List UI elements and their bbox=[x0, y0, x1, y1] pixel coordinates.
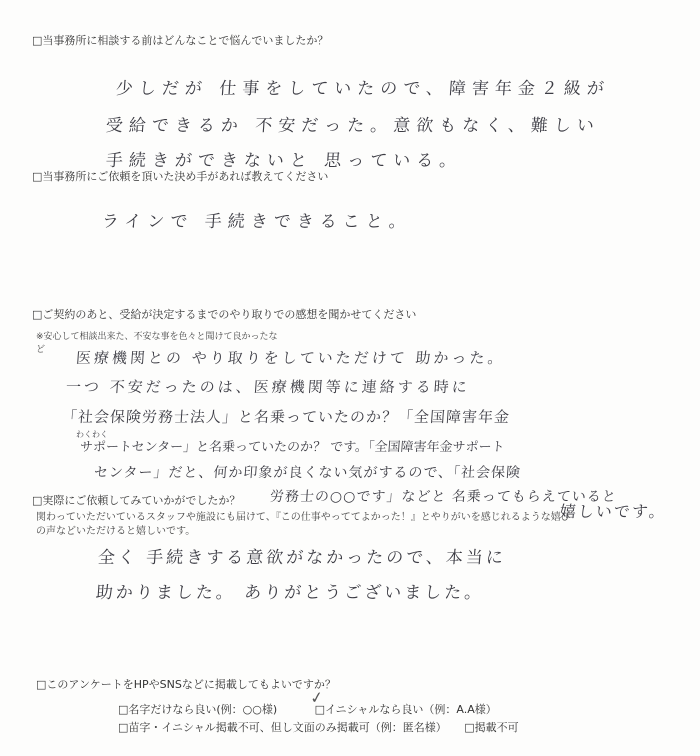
answer-1-line-2: 受給できるか 不安だった。意欲もなく、難しい bbox=[105, 116, 601, 136]
question-5: □このアンケートをHPやSNSなどに掲載してもよいですか？ bbox=[36, 678, 336, 691]
question-1: □当事務所に相談する前はどんなことで悩んでいましたか？ bbox=[32, 34, 329, 47]
answer-2: ラインで 手続きできること。 bbox=[101, 212, 413, 232]
question-4-subtext-line-2: の声などいただけると嬉しいです。 bbox=[36, 526, 196, 537]
answer-3-ruby: わくわく bbox=[76, 430, 108, 439]
question-4: □実際にご依頼してみていかがでしたか？ bbox=[32, 494, 241, 507]
answer-3-tail: 嬉しいです。 bbox=[559, 502, 668, 521]
answer-3-line-6: 労務士の○○です」などと 名乗ってもらえていると bbox=[269, 489, 618, 505]
answer-1-line-1: 少しだが 仕事をしていたので、障害年金２級が bbox=[115, 79, 611, 99]
question-4-subtext-line-1: 関わっていただいているスタッフや施設にも届けて、『この仕事やっててよかった！』とやりがいを感じれるような嬉び bbox=[36, 512, 571, 523]
answer-3-line-2: 一つ 不安だったのは、医療機関等に連絡する時に bbox=[65, 378, 471, 396]
answer-3-line-4: サポートセンター」と名乗っていたのか？ です。「全国障害年金サポート bbox=[79, 440, 506, 455]
question-3-note-line-2: ど bbox=[36, 345, 46, 355]
answer-4-line-2: 助かりました。 ありがとうございました。 bbox=[95, 583, 485, 603]
question-2: □当事務所にご依頼を頂いた決め手があれば教えてください bbox=[32, 170, 329, 183]
consent-options-row-1 bbox=[118, 701, 497, 717]
answer-3-line-1: 医療機関との やり取りをしていただけて 助かった。 bbox=[75, 349, 507, 367]
answer-3-line-5: センター」だと、何か印象が良くない気がするので、「社会保険 bbox=[93, 465, 522, 481]
checkmark-icon: ✓ bbox=[308, 687, 325, 708]
consent-options-row-2 bbox=[118, 719, 519, 735]
option-initials[interactable]: □イニシャルなら良い（例：A.A様） bbox=[314, 703, 497, 716]
question-3: □ご契約のあと、受給が決定するまでのやり取りでの感想を聞かせてください bbox=[32, 308, 417, 321]
answer-1-line-3: 手続きができないと 思っている。 bbox=[105, 151, 463, 171]
option-name-only[interactable]: □名字だけなら良い(例：○○様) bbox=[118, 703, 278, 716]
option-anonymous[interactable]: □苗字・イニシャル掲載不可、但し文面のみ掲載可（例：匿名様） bbox=[118, 721, 447, 734]
question-3-note-line-1: ※安心して相談出来た、不安な事を色々と聞けて良かったな bbox=[36, 332, 278, 342]
option-no-publish[interactable]: □掲載不可 bbox=[464, 721, 519, 734]
answer-3-line-3: 「社会保険労務士法人」と名乗っていたのか？「全国障害年金 bbox=[61, 408, 511, 426]
answer-4-line-1: 全く 手続きする意欲がなかったので、本当に bbox=[97, 548, 507, 568]
